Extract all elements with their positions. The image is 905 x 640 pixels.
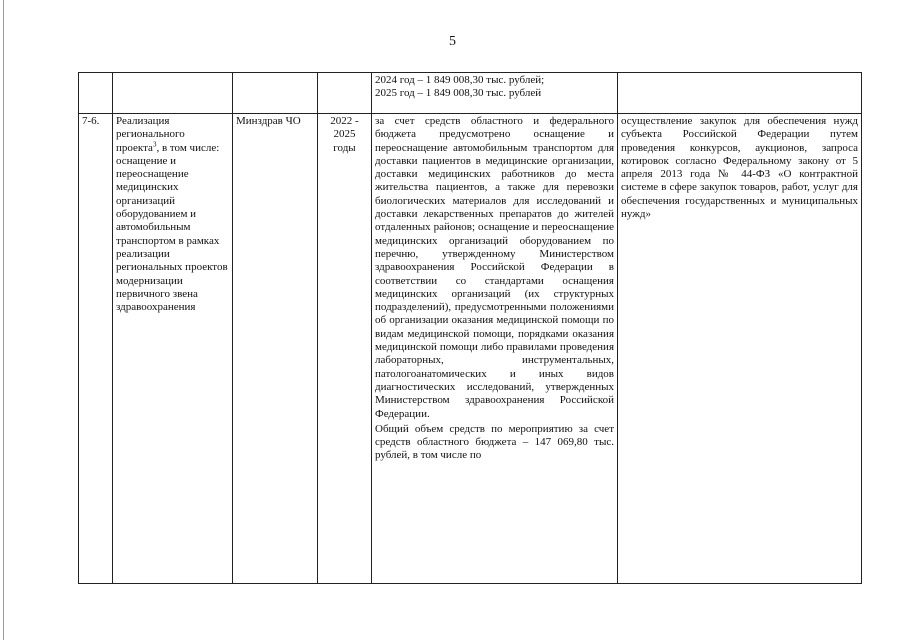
cell-measure-number: 7-6. <box>79 114 113 584</box>
page-left-edge-line <box>3 0 4 640</box>
cell-number-empty <box>79 73 113 114</box>
description-paragraph-2: Общий объем средств по мероприятию за счет средств областного бюджета – 147 069,80 тыс. рублей, в том числе по <box>375 422 614 462</box>
cell-executor-empty <box>233 73 318 114</box>
table-row-measure <box>79 114 862 584</box>
cell-executor: Минздрав ЧО <box>233 114 318 584</box>
cell-description-continuation <box>372 73 618 114</box>
measure-name-suffix: , в том числе: <box>156 141 220 154</box>
measures-table <box>78 72 862 584</box>
cell-description <box>372 114 618 584</box>
cell-result: осуществление закупок для обеспечения нужд субъекта Российской Федерации путем проведения конкурсов, аукционов, запроса котировок согласно Федеральному закону от 5 апреля 2013 года № 44-ФЗ «О контрактной системе в сфере закупок товаров, работ, услуг для обеспечения государственных и муниципальных нужд» <box>618 114 862 584</box>
measure-name-detail: оснащение и переоснащение медицинских организаций оборудованием и автомобильным транспортом в рамках реализации региональных проектов модернизации первичного звена здравоохранения <box>116 154 228 314</box>
table-row-continuation <box>79 73 862 114</box>
cell-result-empty <box>618 73 862 114</box>
cell-measure-name <box>113 114 233 584</box>
funding-line-2024: 2024 год – 1 849 008,30 тыс. рублей; <box>375 74 545 86</box>
cell-period-empty <box>318 73 372 114</box>
funding-line-2025: 2025 год – 1 849 008,30 тыс. рублей <box>375 87 542 100</box>
description-paragraph-1: за счет средств областного и федерального бюджета предусмотрено оснащение и переоснащение автомобильным транспортом для доставки пациентов в медицинские организации, доставки медицинских работников до места жительства пациентов, а также для перевозки биологических материалов для исследований и доставки лекарственных препаратов до жителей отдаленных районов; оснащение и переоснащение медицинских организаций оборудованием по перечню, утвержденному Министерством здравоохранения Российской Федерации в соответствии со стандартами оснащения медицинских организаций (их структурных подразделений), предусмотренными положениями об организации оказания медицинской помощи по видам медицинской помощи, порядками оказания медицинской помощи либо правилами проведения лабораторных, инструментальных, патологоанатомических и иных видов диагностических исследований, утвержденных Министерством здравоохранения Российской Федерации. <box>375 115 614 420</box>
measure-name-text: Реализация регионального проекта <box>116 115 185 154</box>
cell-period: 2022 - 2025 годы <box>318 114 372 584</box>
page-number: 5 <box>449 34 456 49</box>
cell-name-empty <box>113 73 233 114</box>
footnote-marker: 3 <box>152 139 157 148</box>
